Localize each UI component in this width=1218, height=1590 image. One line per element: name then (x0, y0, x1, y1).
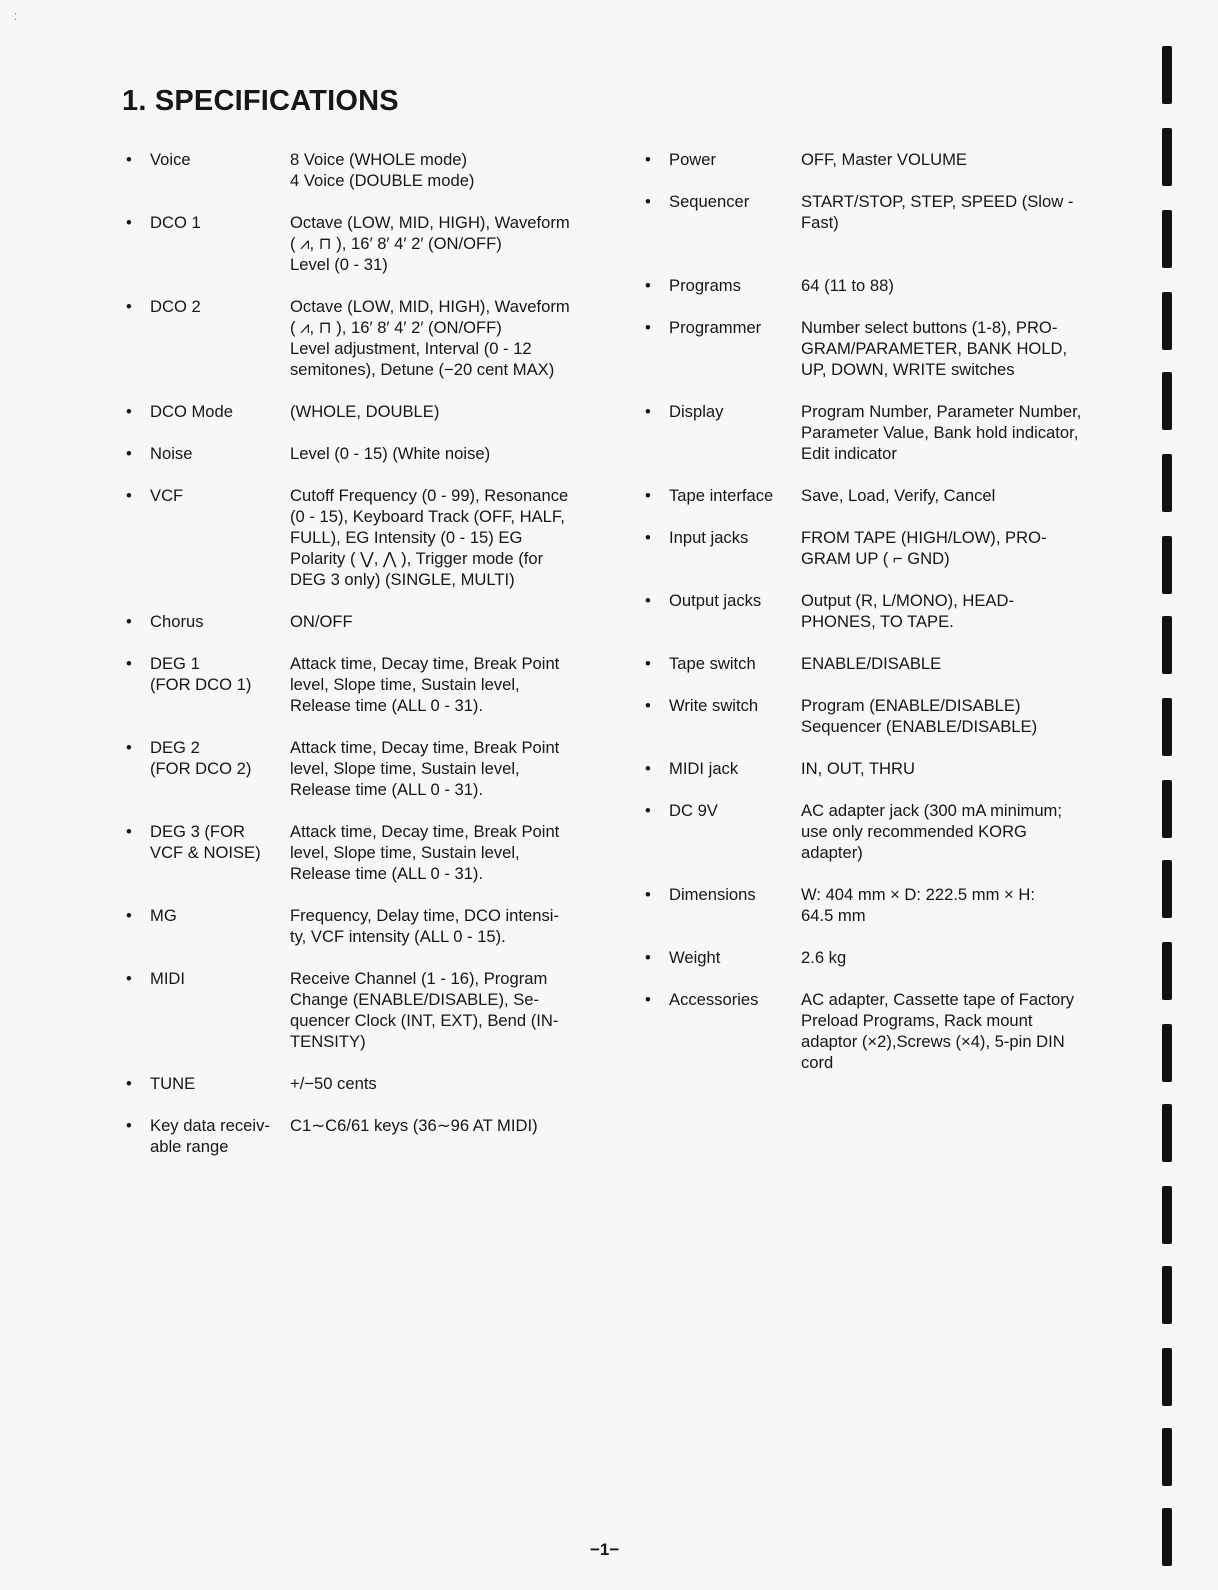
spec-item (126, 443, 606, 464)
spec-label: MIDI (150, 969, 186, 988)
bullet: • (126, 822, 132, 841)
spec-item (126, 737, 606, 800)
spec-value: W: 404 mm × D: 222.5 mm × H: 64.5 mm (801, 885, 1035, 925)
spec-item (645, 191, 1105, 233)
bullet: • (126, 738, 132, 757)
spec-label: Chorus (150, 612, 204, 631)
spec-value: Attack time, Decay time, Break Point level, Slope time, Sustain level, Release time (ALL 0 - 31). (290, 738, 560, 799)
spec-value: Program Number, Parameter Number, Parameter Value, Bank hold indicator, Edit indicator (801, 402, 1082, 463)
spec-item (126, 821, 606, 884)
binding-mark (1162, 292, 1172, 350)
bullet: • (645, 801, 651, 820)
spec-item (126, 653, 606, 716)
binding-mark (1162, 536, 1172, 594)
bullet: • (645, 276, 651, 295)
spec-label: Weight (669, 948, 721, 967)
spec-item (645, 695, 1105, 737)
binding-mark (1162, 1104, 1172, 1162)
spec-item (645, 800, 1105, 863)
binding-mark (1162, 210, 1172, 268)
spec-value: Octave (LOW, MID, HIGH), Waveform ( ⩘, ⊓ ), 16′ 8′ 4′ 2′ (ON/OFF) Level adjustment, Interval (0 - 12 semitones), Detune (−20 cent MAX) (290, 297, 570, 379)
spec-item (645, 884, 1105, 926)
spec-label: MIDI jack (669, 759, 739, 778)
spec-item (126, 296, 606, 380)
binding-mark (1162, 1508, 1172, 1566)
spec-item (645, 485, 1105, 506)
bullet: • (126, 969, 132, 988)
spec-label: DCO 2 (150, 297, 201, 316)
bullet: • (126, 150, 132, 169)
spec-item (126, 611, 606, 632)
spec-value: ON/OFF (290, 612, 353, 631)
bullet: • (645, 990, 651, 1009)
spec-label: Tape interface (669, 486, 774, 505)
binding-mark (1162, 1348, 1172, 1406)
spec-label: VCF (150, 486, 184, 505)
bullet: • (126, 1116, 132, 1135)
spec-value: Attack time, Decay time, Break Point level, Slope time, Sustain level, Release time (ALL 0 - 31). (290, 654, 560, 715)
spec-value: Level (0 - 15) (White noise) (290, 444, 491, 463)
spec-item (126, 1115, 606, 1157)
bullet: • (645, 759, 651, 778)
spec-label: Key data receiv- able range (150, 1116, 270, 1156)
spec-value: Octave (LOW, MID, HIGH), Waveform ( ⩘, ⊓ ), 16′ 8′ 4′ 2′ (ON/OFF) Level (0 - 31) (290, 213, 570, 274)
spec-label: Accessories (669, 990, 759, 1009)
bullet: • (126, 906, 132, 925)
spec-value: (WHOLE, DOUBLE) (290, 402, 440, 421)
spec-label: Write switch (669, 696, 759, 715)
spec-item (645, 758, 1105, 779)
spec-item (645, 149, 1105, 170)
binding-mark (1162, 616, 1172, 674)
spec-label: Noise (150, 444, 193, 463)
spec-value: Attack time, Decay time, Break Point level, Slope time, Sustain level, Release time (ALL 0 - 31). (290, 822, 560, 883)
spec-item (126, 968, 606, 1052)
spec-label: MG (150, 906, 177, 925)
spec-item (645, 653, 1105, 674)
spec-value: OFF, Master VOLUME (801, 150, 967, 169)
spec-item (126, 149, 606, 191)
binding-marks (1162, 0, 1192, 1590)
spec-value: 2.6 kg (801, 948, 847, 967)
spec-value: AC adapter jack (300 mA minimum; use only recommended KORG adapter) (801, 801, 1062, 862)
spec-label: Sequencer (669, 192, 750, 211)
binding-mark (1162, 860, 1172, 918)
bullet: • (126, 486, 132, 505)
spec-list-right (645, 149, 1105, 1094)
spec-value: C1∼C6/61 keys (36∼96 AT MIDI) (290, 1116, 538, 1135)
spec-item (126, 1073, 606, 1094)
bullet: • (645, 948, 651, 967)
spec-value: Program (ENABLE/DISABLE) Sequencer (ENABLE/DISABLE) (801, 696, 1038, 736)
binding-mark (1162, 942, 1172, 1000)
binding-mark (1162, 1266, 1172, 1324)
spec-label: Display (669, 402, 724, 421)
bullet: • (645, 696, 651, 715)
bullet: • (126, 213, 132, 232)
spec-label: DEG 2 (FOR DCO 2) (150, 738, 252, 778)
spec-item (645, 317, 1105, 380)
binding-mark (1162, 454, 1172, 512)
spec-label: DEG 3 (FOR VCF & NOISE) (150, 822, 261, 862)
bullet: • (645, 591, 651, 610)
bullet: • (645, 885, 651, 904)
spec-item (126, 905, 606, 947)
spec-value: START/STOP, STEP, SPEED (Slow - Fast) (801, 192, 1074, 232)
spec-value: +/−50 cents (290, 1074, 377, 1093)
spec-label: DC 9V (669, 801, 718, 820)
spec-value: Save, Load, Verify, Cancel (801, 486, 996, 505)
bullet: • (126, 1074, 132, 1093)
bullet: • (645, 192, 651, 211)
binding-mark (1162, 128, 1172, 186)
spec-value: Output (R, L/MONO), HEAD- PHONES, TO TAPE. (801, 591, 1014, 631)
bullet: • (126, 402, 132, 421)
spec-item (645, 590, 1105, 632)
spec-label: TUNE (150, 1074, 196, 1093)
spec-value: Number select buttons (1-8), PRO- GRAM/PARAMETER, BANK HOLD, UP, DOWN, WRITE switches (801, 318, 1068, 379)
spec-list-left (126, 149, 606, 1178)
binding-mark (1162, 46, 1172, 104)
binding-mark (1162, 1428, 1172, 1486)
spec-value: FROM TAPE (HIGH/LOW), PRO- GRAM UP ( ⌐ GND) (801, 528, 1047, 568)
spec-label: Input jacks (669, 528, 749, 547)
spec-label: DCO Mode (150, 402, 233, 421)
spec-label: DCO 1 (150, 213, 201, 232)
spec-label: Power (669, 150, 717, 169)
bullet: • (645, 654, 651, 673)
scan-speck: ⁚ (14, 12, 18, 23)
binding-mark (1162, 698, 1172, 756)
bullet: • (645, 402, 651, 421)
spec-value: 64 (11 to 88) (801, 276, 894, 295)
spec-label: Dimensions (669, 885, 756, 904)
spec-item (126, 212, 606, 275)
spec-label: Output jacks (669, 591, 762, 610)
spec-item (645, 947, 1105, 968)
spec-value: ENABLE/DISABLE (801, 654, 942, 673)
bullet: • (645, 318, 651, 337)
spec-label: Programs (669, 276, 741, 295)
spec-value: Cutoff Frequency (0 - 99), Resonance (0 - 15), Keyboard Track (OFF, HALF, FULL), EG Intensity (0 - 15) EG Polarity ( ⋁, ⋀ ), Trigger mode (for DEG 3 only) (SINGLE, MULTI) (290, 486, 569, 589)
spec-value: AC adapter, Cassette tape of Factory Preload Programs, Rack mount adaptor (×2),Screws (×4), 5-pin DIN cord (801, 990, 1075, 1072)
binding-mark (1162, 1024, 1172, 1082)
binding-mark (1162, 1186, 1172, 1244)
bullet: • (126, 654, 132, 673)
binding-mark (1162, 372, 1172, 430)
bullet: • (645, 486, 651, 505)
spec-item (126, 401, 606, 422)
spec-value: 8 Voice (WHOLE mode) 4 Voice (DOUBLE mode) (290, 150, 475, 190)
bullet: • (126, 612, 132, 631)
bullet: • (126, 444, 132, 463)
bullet: • (645, 528, 651, 547)
spec-value: Frequency, Delay time, DCO intensi- ty, VCF intensity (ALL 0 - 15). (290, 906, 559, 946)
spec-value: IN, OUT, THRU (801, 759, 916, 778)
bullet: • (645, 150, 651, 169)
page-number: −1− (590, 1540, 620, 1559)
spec-item (645, 527, 1105, 569)
spec-label: Voice (150, 150, 191, 169)
spec-item (645, 401, 1105, 464)
spec-item (645, 275, 1105, 296)
spec-label: DEG 1 (FOR DCO 1) (150, 654, 252, 694)
spec-item (126, 485, 606, 590)
spec-item (645, 989, 1105, 1073)
page-title: 1. SPECIFICATIONS (122, 85, 399, 118)
bullet: • (126, 297, 132, 316)
spec-label: Programmer (669, 318, 762, 337)
spec-value: Receive Channel (1 - 16), Program Change (ENABLE/DISABLE), Se- quencer Clock (INT, EXT), Bend (IN- TENSITY) (290, 969, 559, 1051)
spec-label: Tape switch (669, 654, 756, 673)
binding-mark (1162, 780, 1172, 838)
